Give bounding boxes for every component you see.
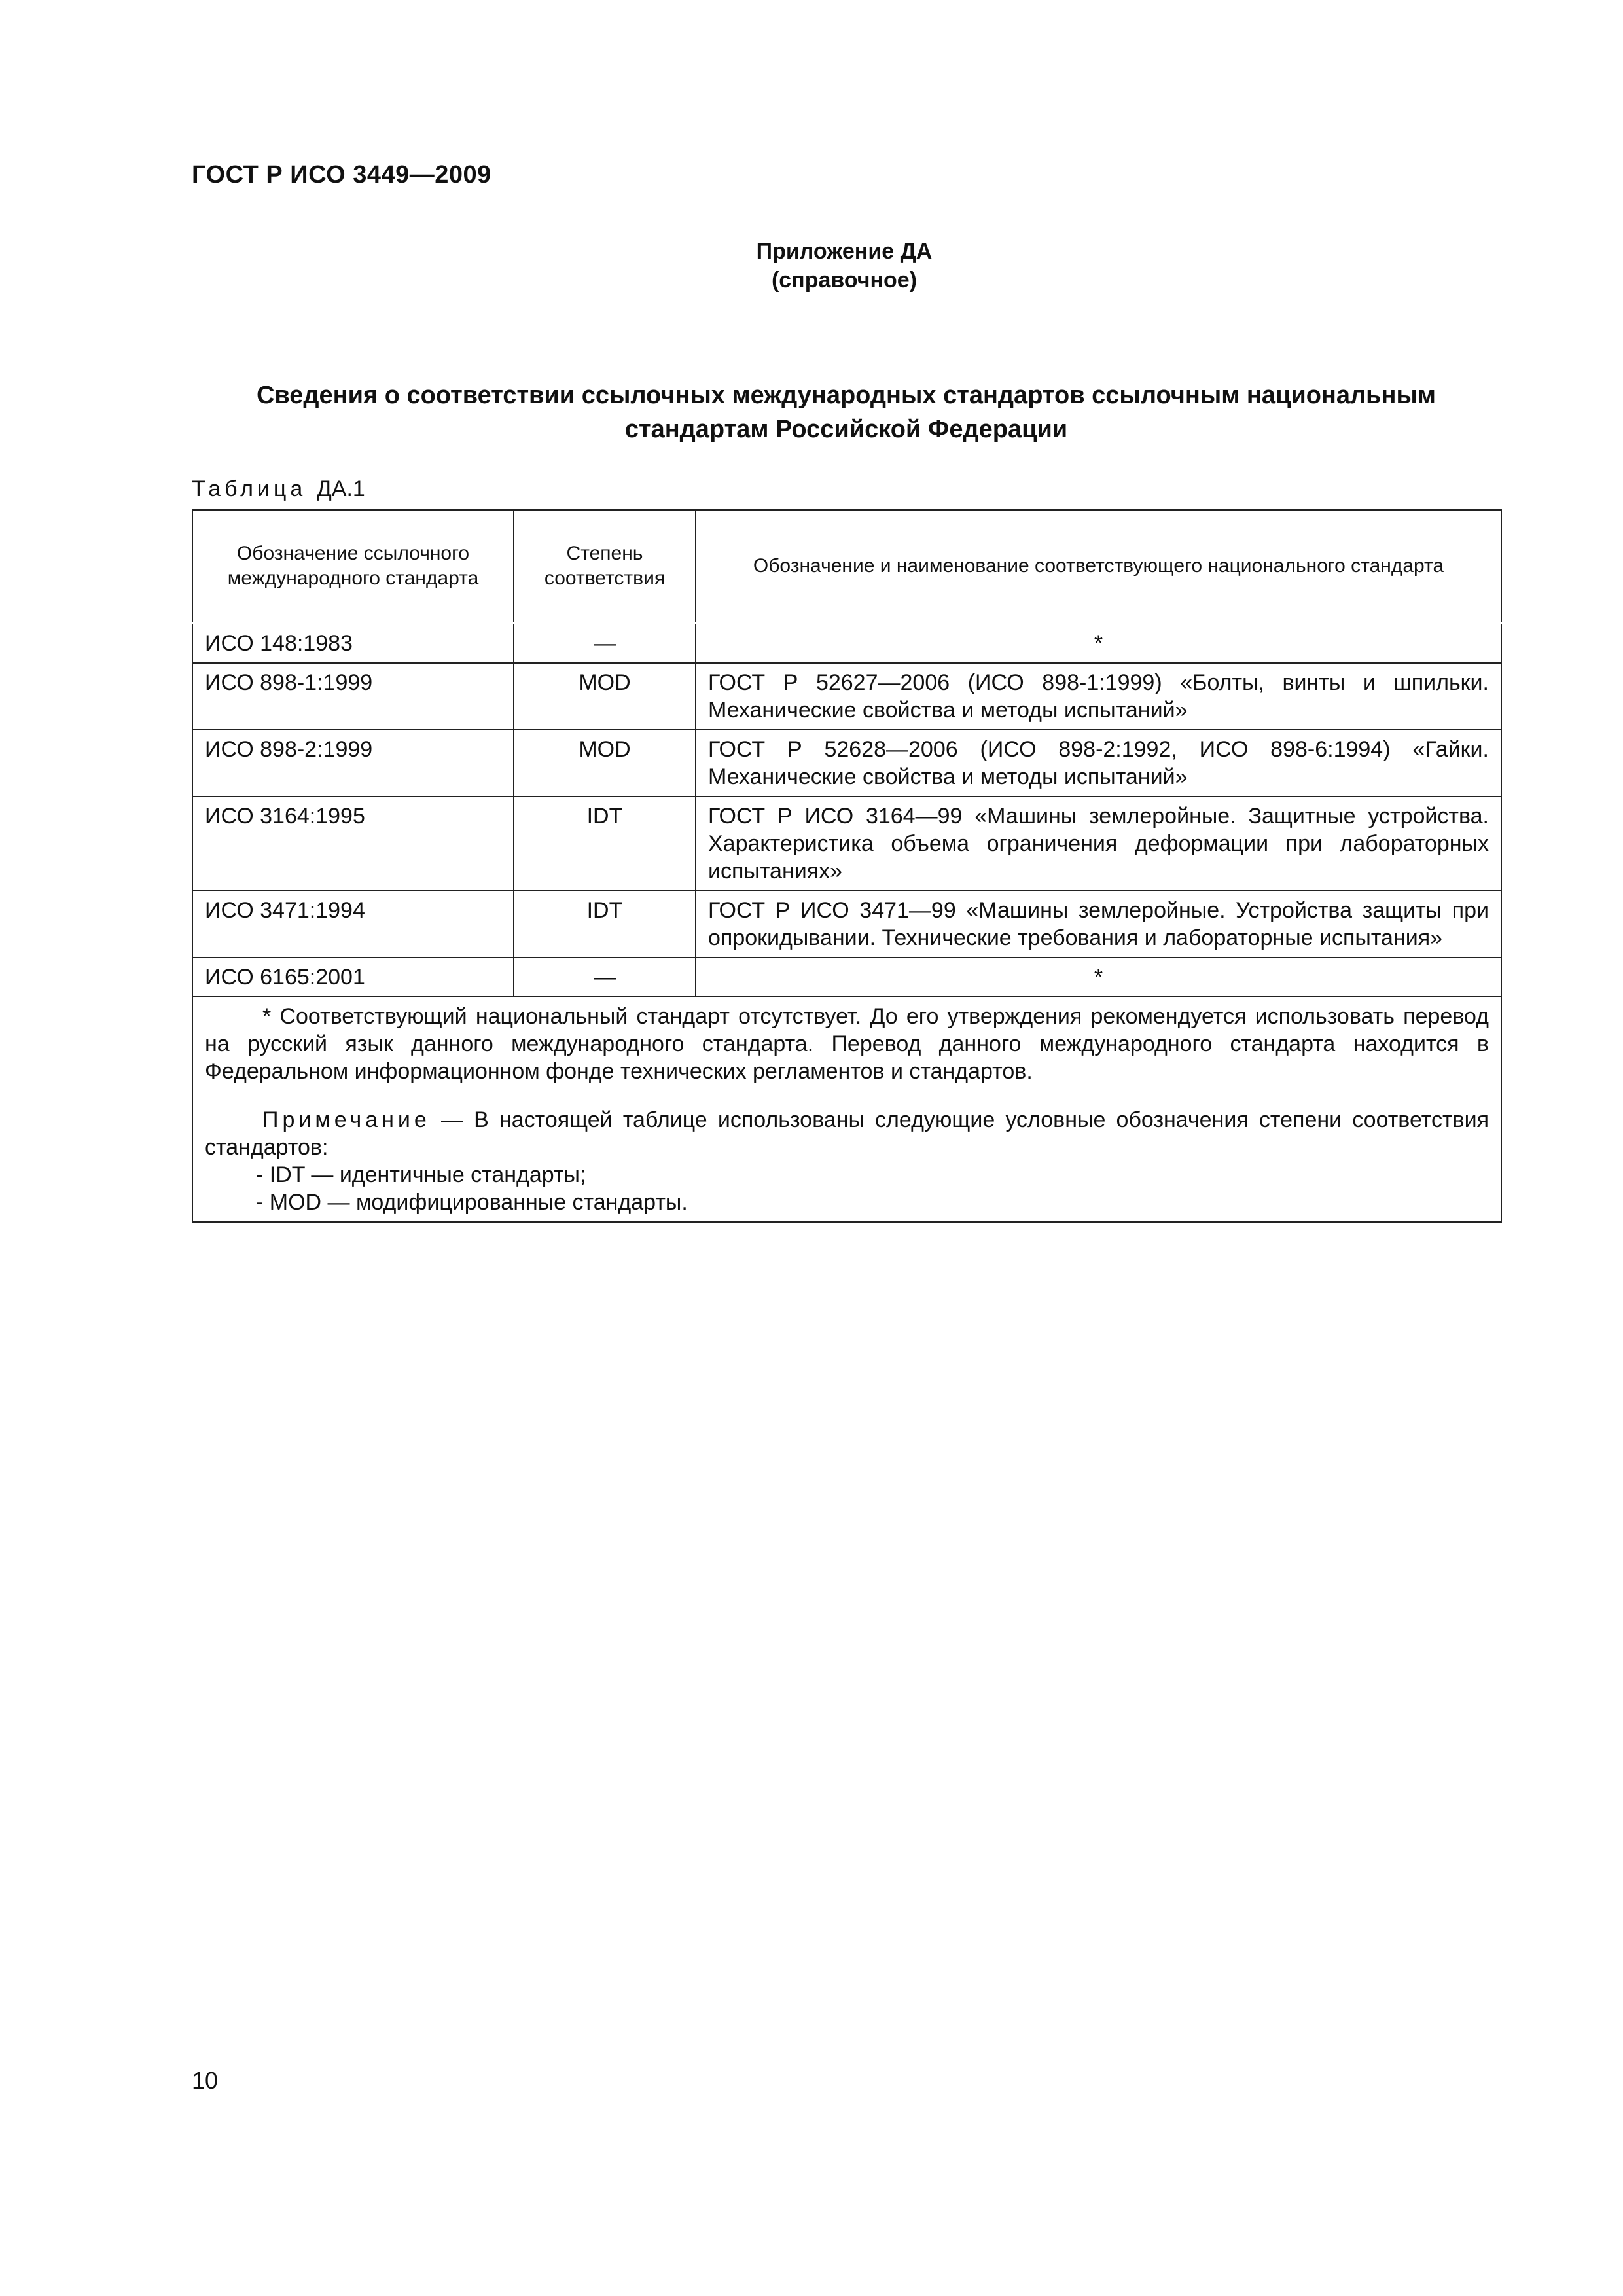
column-header-national: Обозначение и наименование соответствующего национального стандарта — [696, 510, 1501, 623]
cell-iso-standard: ИСО 148:1983 — [192, 623, 514, 663]
section-title: Сведения о соответствии ссылочных международных стандартов ссылочным национальным стандартам Российской Федерации — [256, 382, 1436, 443]
table-row — [192, 958, 1501, 997]
cell-degree: MOD — [514, 663, 696, 730]
table-row — [192, 663, 1501, 730]
cell-national-standard: ГОСТ Р 52628—2006 (ИСО 898-2:1992, ИСО 898-6:1994) «Гайки. Механические свойства и методы испытаний» — [696, 730, 1501, 797]
table-row — [192, 730, 1501, 797]
cell-degree: IDT — [514, 891, 696, 958]
cell-national-standard: ГОСТ Р ИСО 3471—99 «Машины землеройные. Устройства защиты при опрокидывании. Технические требования и лабораторные испытания» — [696, 891, 1501, 958]
cell-iso-standard: ИСО 3471:1994 — [192, 891, 514, 958]
correspondence-table — [192, 509, 1502, 1223]
cell-iso-standard: ИСО 898-2:1999 — [192, 730, 514, 797]
table-notes-cell — [192, 997, 1501, 1222]
cell-degree: IDT — [514, 797, 696, 891]
cell-degree: MOD — [514, 730, 696, 797]
appendix-heading — [0, 237, 1623, 295]
cell-degree: — — [514, 958, 696, 997]
cell-iso-standard: ИСО 3164:1995 — [192, 797, 514, 891]
appendix-name: Приложение ДА — [756, 239, 933, 264]
table-caption-word: Таблица — [192, 476, 307, 501]
table-footnote: * Соответствующий национальный стандарт отсутствует. До его утверждения рекомендуется использовать перевод на русский язык данного международного стандарта. Перевод данного международного стандарта находится в Федеральном информационном фонде технических регламентов и стандартов. — [205, 1004, 1489, 1084]
table-header-row — [192, 510, 1501, 623]
appendix-kind: (справочное) — [771, 268, 918, 293]
cell-degree: — — [514, 623, 696, 663]
column-header-degree: Степень соответствия — [514, 510, 696, 623]
cell-national-standard: ГОСТ Р ИСО 3164—99 «Машины землеройные. Защитные устройства. Характеристика объема ограничения деформации при лабораторных испытаниях» — [696, 797, 1501, 891]
column-header-iso: Обозначение ссылочного международного стандарта — [192, 510, 514, 623]
document-header: ГОСТ Р ИСО 3449—2009 — [192, 161, 491, 188]
table-note — [205, 1106, 1489, 1161]
page-number: 10 — [192, 2067, 219, 2094]
table-notes-row — [192, 997, 1501, 1222]
cell-national-standard: ГОСТ Р 52627—2006 (ИСО 898-1:1999) «Болты, винты и шпильки. Механические свойства и методы испытаний» — [696, 663, 1501, 730]
table-caption — [192, 476, 365, 502]
cell-iso-standard: ИСО 6165:2001 — [192, 958, 514, 997]
table-row — [192, 891, 1501, 958]
cell-iso-standard: ИСО 898-1:1999 — [192, 663, 514, 730]
table-row — [192, 797, 1501, 891]
note-item-idt: - IDT — идентичные стандарты; — [256, 1162, 586, 1187]
cell-national-standard: * — [696, 958, 1501, 997]
note-item-mod: - MOD — модифицированные стандарты. — [256, 1190, 688, 1215]
note-text: — В настоящей таблице использованы следующие условные обозначения степени соответствия стандартов: — [205, 1107, 1489, 1160]
note-label: Примечание — [262, 1107, 431, 1132]
table-caption-number: ДА.1 — [316, 476, 365, 501]
cell-national-standard: * — [696, 623, 1501, 663]
table-row — [192, 623, 1501, 663]
